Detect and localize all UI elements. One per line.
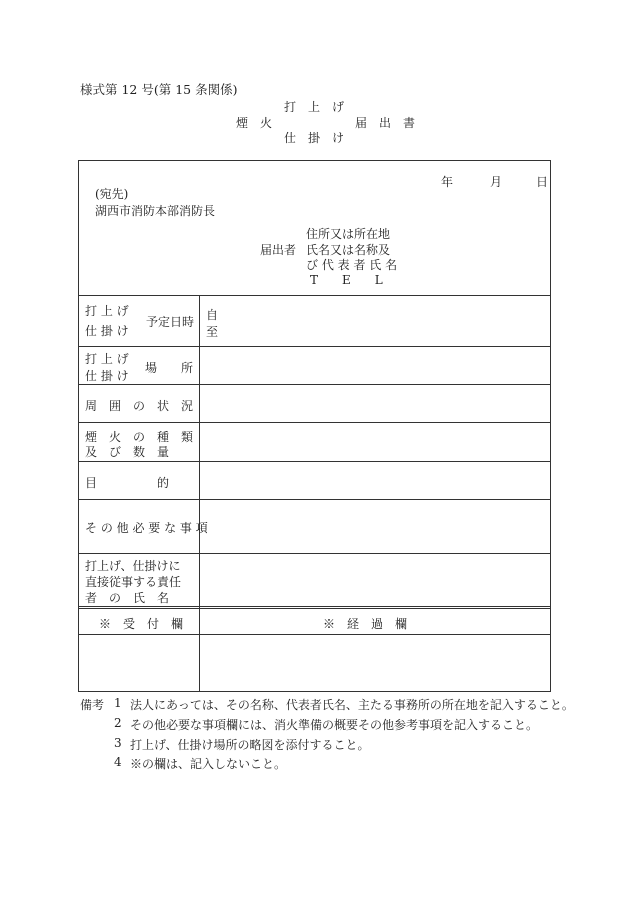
responsible-label-2: 直接従事する責任 bbox=[85, 575, 182, 589]
note-4-text: ※の欄は、記入しないこと。 bbox=[130, 757, 287, 771]
kind-label-2: 及 び 数 量 bbox=[85, 445, 170, 459]
kind-label-1: 煙 火 の 種 類 bbox=[85, 430, 194, 444]
note-4-number: 4 bbox=[114, 755, 122, 769]
title-act-top: 打 上 げ bbox=[284, 100, 345, 114]
addressee-label: (宛先) bbox=[95, 187, 129, 201]
place-input-area[interactable] bbox=[200, 347, 550, 384]
applicant-tel-label: T E L bbox=[310, 273, 383, 287]
applicant-name-label-1: 氏名又は名称及 bbox=[306, 243, 391, 257]
schedule-label: 予定日時 bbox=[146, 315, 195, 329]
form-number: 様式第 12 号(第 15 条関係) bbox=[80, 82, 238, 97]
place-act-top: 打 上 げ bbox=[85, 352, 129, 366]
place-label: 場 所 bbox=[145, 361, 194, 375]
applicant-label: 届出者 bbox=[260, 243, 297, 257]
note-3-number: 3 bbox=[114, 736, 122, 750]
schedule-act-top: 打 上 げ bbox=[85, 304, 129, 318]
schedule-to-label: 至 bbox=[206, 325, 219, 339]
note-2-text: その他必要な事項欄には、消火準備の概要その他参考事項を記入すること。 bbox=[130, 718, 539, 732]
other-items-input-area[interactable] bbox=[200, 500, 550, 553]
date-year-label: 年 bbox=[441, 175, 454, 189]
kind-quantity-input-area[interactable] bbox=[200, 423, 550, 461]
note-3-text: 打上げ、仕掛け場所の略図を添付すること。 bbox=[130, 738, 370, 752]
purpose-label: 目 的 bbox=[85, 476, 170, 490]
schedule-input-area[interactable] bbox=[200, 296, 550, 346]
reception-column-label: ※ 受 付 欄 bbox=[99, 617, 184, 631]
title-notice: 届 出 書 bbox=[355, 116, 416, 130]
responsible-label-3: 者 の 氏 名 bbox=[85, 591, 170, 605]
date-day-label: 日 bbox=[536, 175, 549, 189]
form-table bbox=[78, 160, 551, 692]
addressee-name: 湖西市消防本部消防長 bbox=[95, 204, 216, 218]
other-items-label: そ の 他 必 要 な 事 項 bbox=[85, 521, 208, 535]
responsible-label-1: 打上げ、仕掛けに bbox=[85, 559, 181, 573]
applicant-name-label-2: び 代 表 者 氏 名 bbox=[306, 258, 398, 272]
purpose-input-area[interactable] bbox=[200, 462, 550, 499]
surroundings-input-area[interactable] bbox=[200, 385, 550, 422]
applicant-address-label: 住所又は所在地 bbox=[306, 227, 391, 241]
schedule-act-bottom: 仕 掛 け bbox=[85, 324, 129, 338]
title-fireworks: 煙 火 bbox=[236, 116, 273, 130]
date-month-label: 月 bbox=[490, 175, 503, 189]
title-act-bottom: 仕 掛 け bbox=[284, 131, 345, 145]
schedule-from-label: 自 bbox=[206, 308, 219, 322]
surroundings-label: 周 囲 の 状 況 bbox=[85, 399, 194, 413]
note-2-number: 2 bbox=[114, 716, 122, 730]
note-1-number: 1 bbox=[114, 696, 122, 710]
notes-label: 備考 bbox=[80, 698, 105, 712]
responsible-input-area[interactable] bbox=[200, 554, 550, 606]
progress-column-label: ※ 経 過 欄 bbox=[323, 617, 408, 631]
place-act-bottom: 仕 掛 け bbox=[85, 369, 129, 383]
note-1-text: 法人にあっては、その名称、代表者氏名、主たる事務所の所在地を記入すること。 bbox=[130, 698, 574, 712]
